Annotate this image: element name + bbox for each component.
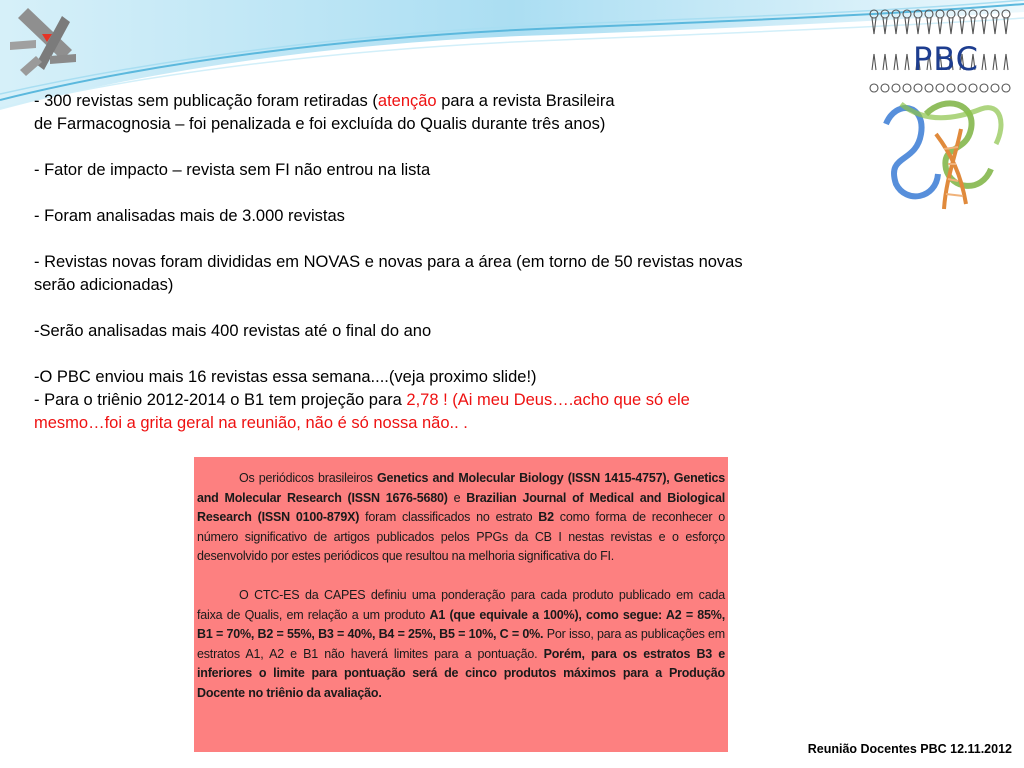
text-segment: - Revistas novas foram divididas em NOVAS e novas para a área (em torno de 50 revistas novas — [34, 253, 743, 271]
excerpt-run: Genetics and Molecular Biology (ISSN 1415-4757), Genetics and Molecular Research (ISSN 1676-5680) — [197, 471, 725, 505]
footer-caption: Reunião Docentes PBC 12.11.2012 — [807, 742, 1012, 756]
blank-line — [34, 297, 914, 320]
university-logo-icon — [6, 4, 80, 82]
excerpt-run: Brazilian Journal of Medical and Biological Research (ISSN 0100-879X) — [197, 490, 725, 525]
text-segment: 2,78 ! (Ai meu Deus….acho que só ele — [406, 391, 690, 409]
bullet-line — [34, 366, 914, 389]
text-segment: -O PBC enviou mais 16 revistas essa semana....(veja proximo slide!) — [34, 368, 537, 386]
blank-line — [34, 343, 914, 366]
bullet-line — [34, 251, 914, 274]
excerpt-paragraph — [197, 586, 725, 704]
excerpt-run: Por isso, para as publicações em estratos A1, A2 e B1 não haverá limites para a pontuação. — [197, 627, 725, 661]
text-segment: serão adicionadas) — [34, 276, 174, 294]
text-segment: - 300 revistas sem publicação foram retiradas ( — [34, 92, 378, 110]
excerpt-box — [194, 457, 728, 752]
bullet-line — [34, 113, 914, 136]
bullet-line — [34, 90, 914, 113]
excerpt-run: Porém, para os estratos B3 e inferiores o limite para pontuação será de cinco produtos máximos para a Produção Docente no triênio da avaliação. — [197, 646, 725, 700]
text-segment: - Para o triênio 2012-2014 o B1 tem projeção para — [34, 391, 407, 409]
excerpt-run: como forma de reconhecer o número significativo de artigos publicados pelos PPGs da CB I nestas revistas e o esforço desenvolvido por estes periódicos que resultou na melhoria significativa do FI. — [197, 510, 725, 564]
excerpt-run: e — [447, 490, 467, 505]
blank-line — [34, 136, 914, 159]
bullet-line — [34, 412, 914, 435]
text-segment: mesmo…foi a grita geral na reunião, não é só nossa não.. . — [34, 414, 468, 432]
bullet-line — [34, 274, 914, 297]
excerpt-paragraph — [197, 469, 725, 567]
pbc-logo-text: PBC — [912, 40, 980, 78]
excerpt-run: A1 (que equivale a 100%), como segue: A2 = 85%, B1 = 70%, B2 = 55%, B3 = 40%, B4 = 25%, B5 = 10%, C = 0%. — [197, 607, 725, 642]
excerpt-run: O CTC-ES da CAPES definiu uma ponderação para cada produto publicado em cada faixa de Qualis, em relação a um produto — [197, 587, 725, 622]
text-segment: de Farmacognosia – foi penalizada e foi excluída do Qualis durante três anos) — [34, 115, 606, 133]
blank-line — [34, 182, 914, 205]
text-segment: para a revista Brasileira — [436, 92, 615, 110]
excerpt-run: B2 — [538, 510, 554, 525]
text-segment: - Fator de impacto – revista sem FI não entrou na lista — [34, 161, 431, 179]
bullet-list — [34, 90, 914, 435]
bullet-line — [34, 159, 914, 182]
text-segment: atenção — [377, 92, 437, 110]
text-segment: - Foram analisadas mais de 3.000 revistas — [34, 207, 345, 225]
excerpt-run: Os periódicos brasileiros — [239, 471, 378, 485]
excerpt-run: foram classificados no estrato — [359, 510, 539, 525]
text-segment: -Serão analisadas mais 400 revistas até o final do ano — [34, 322, 432, 340]
bullet-line — [34, 205, 914, 228]
blank-line — [34, 228, 914, 251]
bullet-line — [34, 389, 914, 412]
bullet-line — [34, 320, 914, 343]
